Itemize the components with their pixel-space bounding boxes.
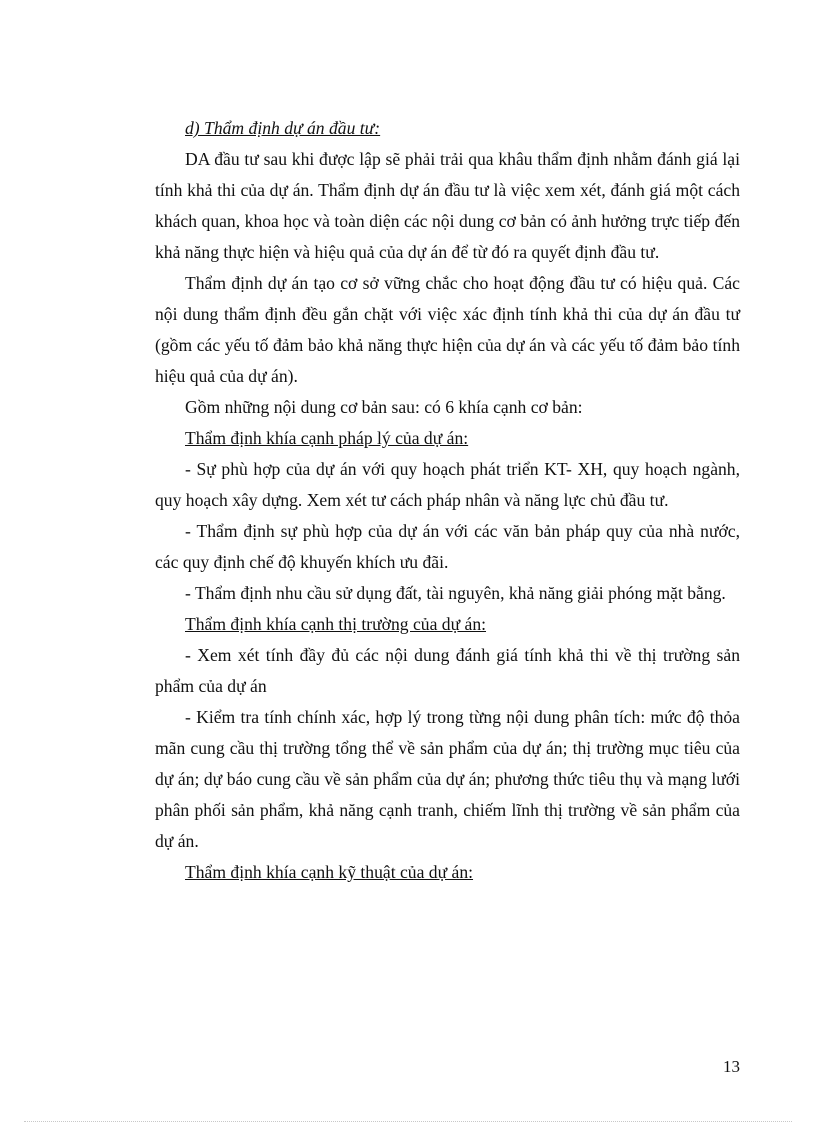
page-content: [155, 113, 740, 888]
paragraph-basis: Thẩm định dự án tạo cơ sở vững chắc cho hoạt động đầu tư có hiệu quả. Các nội dung thẩm định đều gắn chặt với việc xác định tính khả thi của dự án đầu tư (gồm các yếu tố đảm bảo khả năng thực hiện của dự án và các yếu tố đảm bảo tính hiệu quả của dự án).: [155, 273, 740, 386]
section-title: d) Thẩm định dự án đầu tư:: [185, 118, 381, 138]
paragraph-intro: DA đầu tư sau khi được lập sẽ phải trải qua khâu thẩm định nhằm đánh giá lại tính khả thi của dự án. Thẩm định dự án đầu tư là việc xem xét, đánh giá một cách khách quan, khoa học và toàn diện các nội dung cơ bản có ảnh hưởng trực tiếp đến khả năng thực hiện và hiệu quả của dự án để từ đó ra quyết định đầu tư.: [155, 149, 740, 262]
paragraph-aspects: Gồm những nội dung cơ bản sau: có 6 khía cạnh cơ bản:: [185, 397, 583, 417]
footer-dotted-divider: [24, 1121, 792, 1122]
heading-technical-aspect: Thẩm định khía cạnh kỹ thuật của dự án:: [185, 862, 474, 882]
legal-item-regulations: - Thẩm định sự phù hợp của dự án với các văn bản pháp quy của nhà nước, các quy định chế độ khuyến khích ưu đãi.: [155, 521, 740, 572]
market-item-completeness: - Xem xét tính đầy đủ các nội dung đánh giá tính khả thi về thị trường sản phẩm của dự án: [155, 645, 740, 696]
legal-item-land: - Thẩm định nhu cầu sử dụng đất, tài nguyên, khả năng giải phóng mặt bằng.: [185, 583, 726, 603]
heading-legal-aspect: Thẩm định khía cạnh pháp lý của dự án:: [185, 428, 469, 448]
heading-market-aspect: Thẩm định khía cạnh thị trường của dự án:: [185, 614, 487, 634]
legal-item-planning: - Sự phù hợp của dự án với quy hoạch phát triển KT- XH, quy hoạch ngành, quy hoạch xây dựng. Xem xét tư cách pháp nhân và năng lực chủ đầu tư.: [155, 459, 740, 510]
market-item-accuracy: - Kiểm tra tính chính xác, hợp lý trong từng nội dung phân tích: mức độ thỏa mãn cung cầu thị trường tổng thể về sản phẩm của dự án; thị trường mục tiêu của dự án; dự báo cung cầu về sản phẩm của dự án; phương thức tiêu thụ và mạng lưới phân phối sản phẩm, khả năng cạnh tranh, chiếm lĩnh thị trường về sản phẩm của dự án.: [155, 707, 740, 851]
page-number: 13: [723, 1057, 740, 1076]
